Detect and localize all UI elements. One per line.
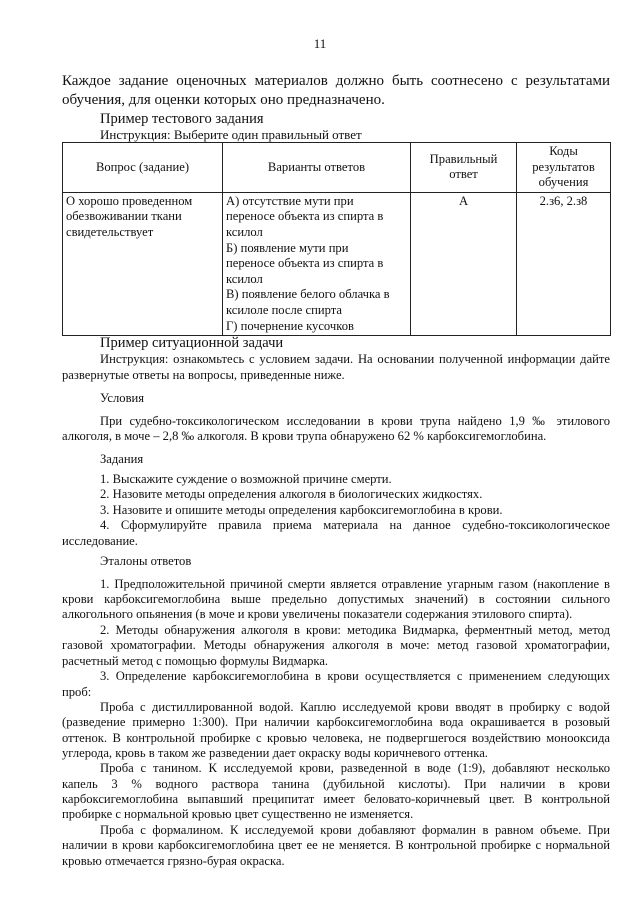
test-table-header-row [63, 143, 611, 193]
question-line-2: обезвоживании ткани [66, 209, 182, 224]
answer-2-line-1: 2. Методы обнаружения алкоголя в крови: методика Видмарка, ферментный метод, метод [100, 623, 610, 637]
formalin-test-line-3: кровью отмечается грязно-бурая окраска. [62, 854, 285, 868]
option-line: ксилоле после спирта [226, 302, 342, 317]
test-instruction: Инструкция: Выберите один правильный ответ [100, 127, 362, 142]
tannin-test-line-4: пробирке с нормальной кровью цвет существенно не изменяется. [62, 807, 414, 821]
intro-line-1: Каждое задание оценочных материалов должно быть соотнесено с результатами [62, 73, 610, 89]
task-1: 1. Выскажите суждение о возможной причине смерти. [100, 472, 392, 486]
option-line: переносе объекта из спирта в [226, 209, 384, 224]
option-line: А) отсутствие мути при [226, 193, 354, 208]
test-example-heading: Пример тестового задания [100, 111, 264, 127]
answer-3-line-1: 3. Определение карбоксигемоглобина в крови осуществляется с применением следующих [100, 669, 610, 683]
header-codes-line-3: обучения [538, 175, 589, 190]
tasks-label: Задания [100, 452, 144, 466]
options-cell [223, 192, 411, 335]
answer-1-line-2: крови карбоксигемоглобина выше предельно допустимых значений) в состоянии сильного [62, 592, 610, 606]
situational-instruction-line-2: развернутые ответы на вопросы, приведенные ниже. [62, 368, 345, 382]
option-line: Г) почернение кусочков [226, 318, 354, 333]
correct-answer-cell: А [411, 192, 517, 335]
formalin-test-line-1: Проба с формалином. К исследуемой крови добавляют формалин в равном объеме. При [100, 823, 610, 837]
conditions-line-2: алкоголя, в моче – 2,8 ‰ алкоголя. В крови трупа обнаружено 62 % карбоксигемоглобина. [62, 429, 547, 443]
tannin-test-line-3: карбоксигемоглобина выпавший преципитат имеет беловато-коричневый цвет. В контрольной [62, 792, 610, 806]
tannin-test-line-2: капель 3 % водного раствора танина (дубильной кислоты). При наличии в крови [62, 777, 610, 791]
header-correct: Правильный ответ [411, 143, 517, 193]
option-line: переносе объекта из спирта в [226, 256, 384, 271]
situational-instruction-line-1: Инструкция: ознакомьтесь с условием задачи. На основании полученной информации дайте [100, 352, 610, 366]
option-line: ксилол [226, 224, 263, 239]
answers-label: Эталоны ответов [100, 554, 192, 568]
water-test-line-1: Проба с дистиллированной водой. Каплю исследуемой крови вводят в пробирку с водой [100, 700, 610, 714]
water-test-line-2: (разведение примерно 1:300). При наличии карбоксигемоглобина вода окрашивается в розовый [62, 715, 610, 729]
water-test-line-4: углерода, кровь в таком же разведении дает окраску воды коричневого оттенка. [62, 746, 488, 760]
answer-3-line-2: проб: [62, 685, 92, 699]
header-codes-line-2: результатов [532, 159, 595, 174]
tannin-test-line-1: Проба с танином. К исследуемой крови, разведенной в воде (1:9), добавляют несколько [100, 761, 610, 775]
question-line-3: свидетельствует [66, 224, 154, 239]
header-codes-line-1: Коды [549, 144, 578, 158]
answer-1-line-3: алкогольного опьянения (в моче и крови увеличены показатели содержания этилового спирта). [62, 607, 573, 621]
situational-heading: Пример ситуационной задачи [100, 335, 284, 351]
option-line: Б) появление мути при [226, 240, 349, 255]
header-codes [517, 143, 611, 193]
answer-2-line-3: расчетный метод с помощью формулы Видмарка. [62, 654, 329, 668]
answer-1-line-1: 1. Предположительной причиной смерти является отравление угарным газом (накопление в [100, 577, 610, 591]
test-table [62, 142, 611, 336]
conditions-line-1: При судебно-токсикологическом исследовании в крови трупа найдено 1,9 ‰ этилового [100, 414, 610, 428]
intro-line-2: обучения, для оценки которых оно предназначено. [62, 92, 385, 108]
page-number: 11 [313, 36, 327, 51]
question-cell [63, 192, 223, 335]
header-options: Варианты ответов [223, 143, 411, 193]
header-question: Вопрос (задание) [63, 143, 223, 193]
task-4-line-1: 4. Сформулируйте правила приема материала на данное судебно-токсикологическое [100, 518, 610, 532]
conditions-label: Условия [100, 391, 145, 405]
question-line-1: О хорошо проведенном [66, 193, 193, 208]
task-3: 3. Назовите и опишите методы определения карбоксигемоглобина в крови. [100, 503, 503, 517]
option-line: В) появление белого облачка в [226, 287, 390, 302]
water-test-line-3: оттенок. В контрольной пробирке с кровью человека, не подвергшегося воздействию монооксида [62, 731, 610, 745]
task-2: 2. Назовите методы определения алкоголя в биологических жидкостях. [100, 487, 483, 501]
codes-cell: 2.з6, 2.з8 [517, 192, 611, 335]
task-4-line-2: исследование. [62, 534, 138, 548]
formalin-test-line-2: наличии в крови карбоксигемоглобина цвет ее не меняется. В контрольной пробирке с нормальной [62, 838, 610, 852]
answer-2-line-2: газовой хроматографии. Методы обнаружения алкоголя в моче: метод газовой хроматографии, [62, 638, 610, 652]
option-line: ксилол [226, 271, 263, 286]
test-table-row [63, 192, 611, 335]
